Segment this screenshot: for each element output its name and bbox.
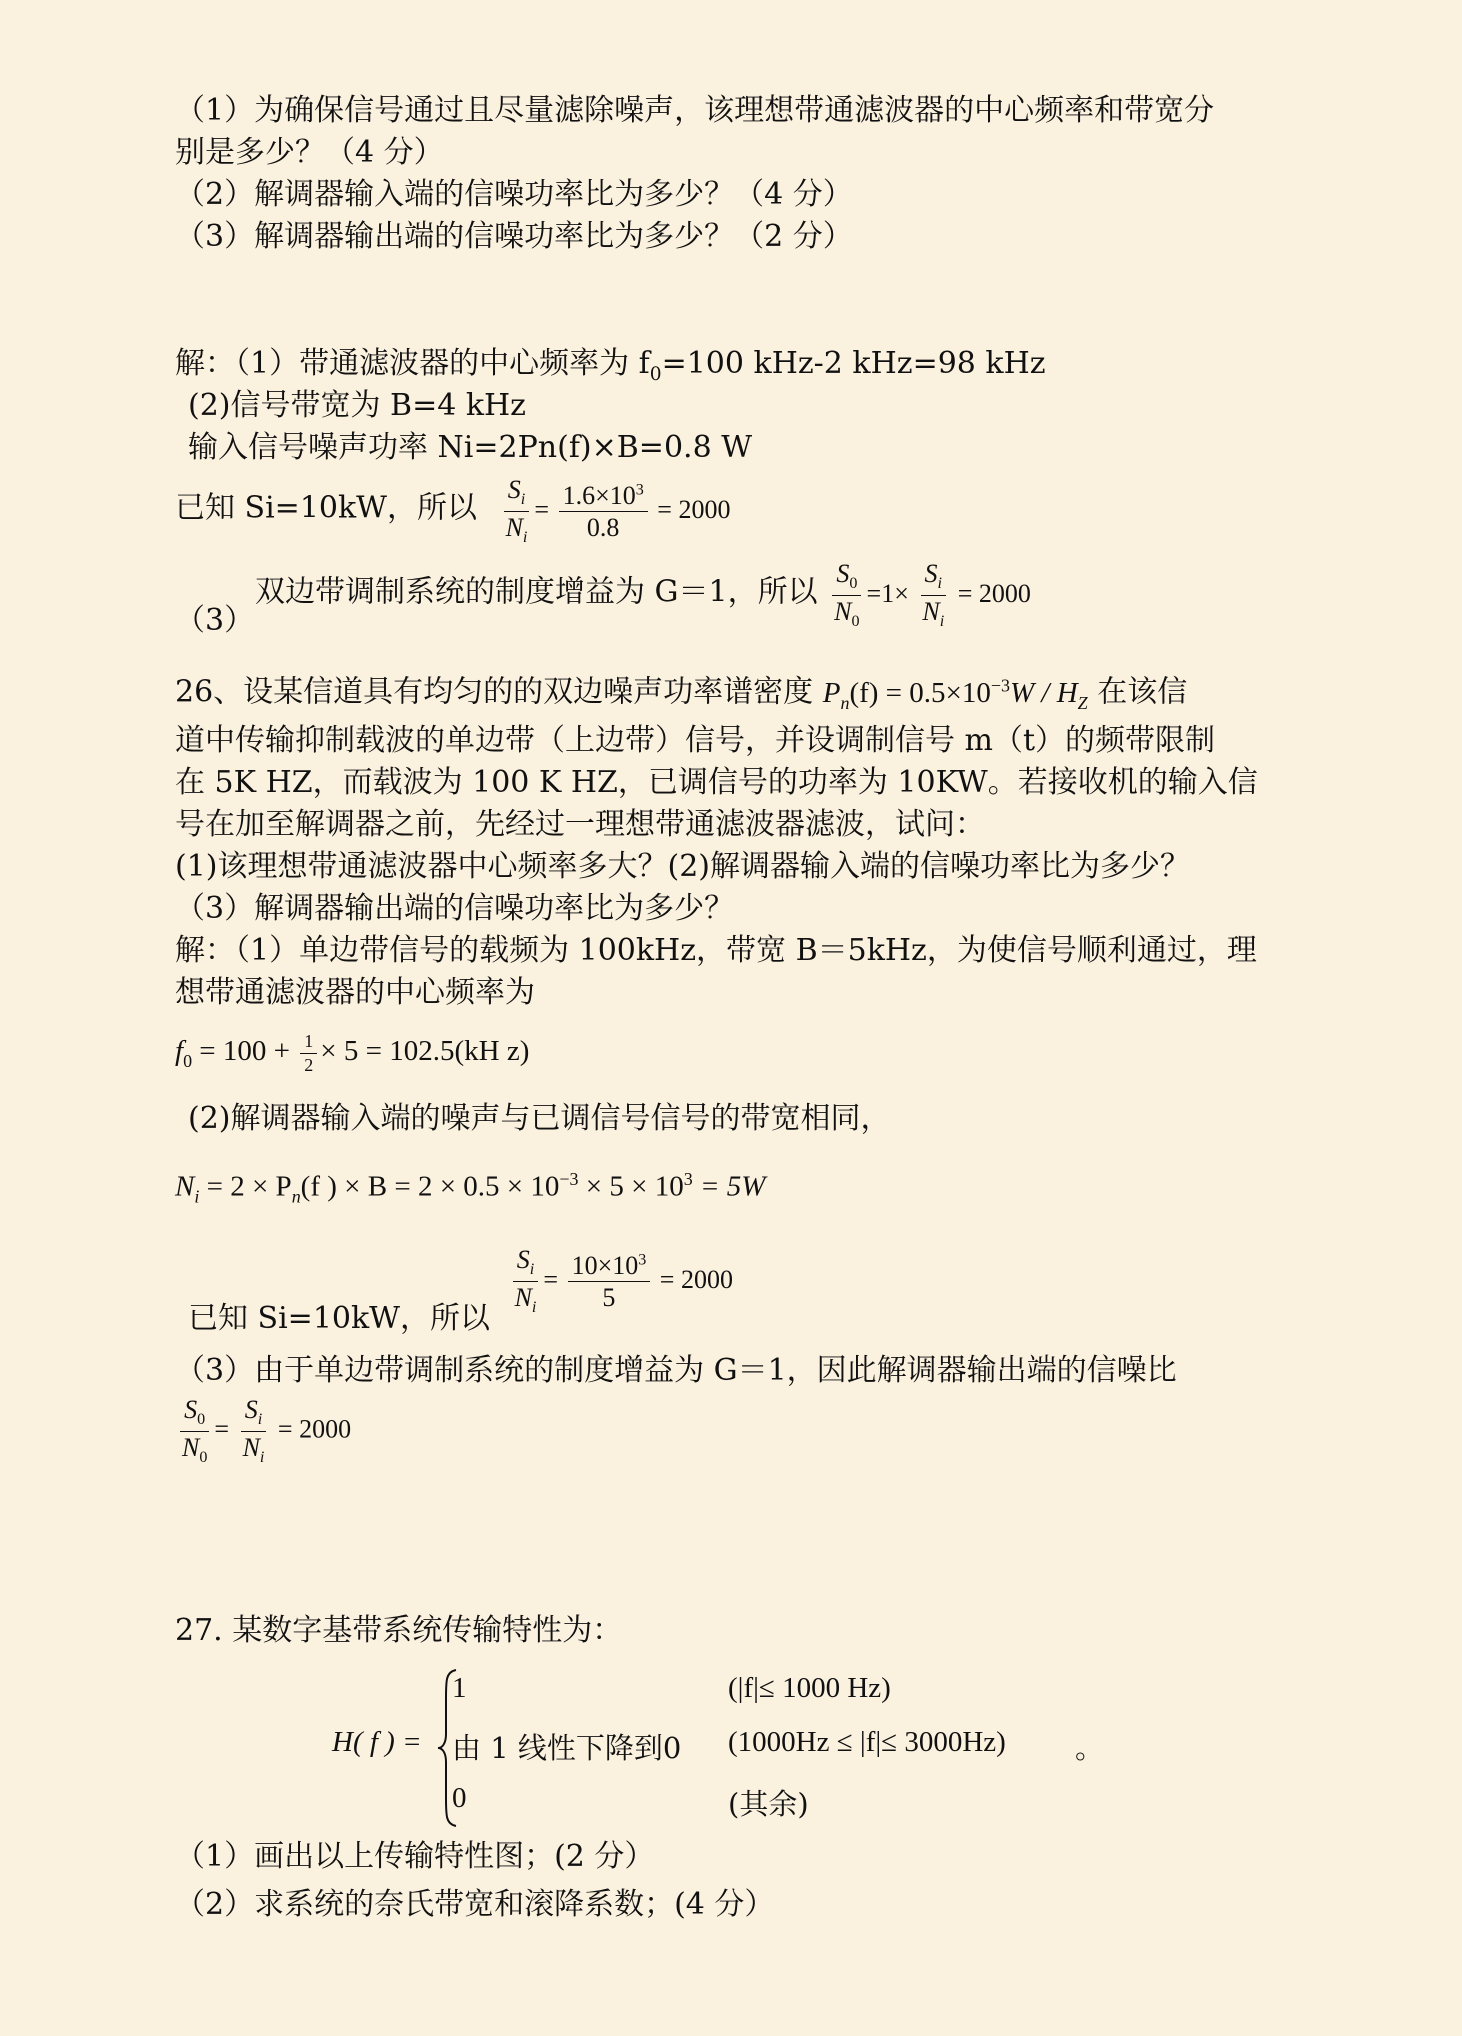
q26-line1 bbox=[175, 664, 1295, 723]
q26-frac-s0-n0: $\frac{S_0}{N_0}$ bbox=[182, 1395, 208, 1467]
q26-line3: 在 5K HZ，而载波为 100 K HZ，已调信号的功率为 10KW。若接收机的输入信 bbox=[175, 765, 1258, 800]
q27-lhs: H( f ) = bbox=[332, 1726, 422, 1758]
q26-sol2: (2)解调器输入端的噪声与已调信号信号的带宽相同， bbox=[188, 1101, 891, 1136]
q25-sol-snr-in: 已知 Si=10kW，所以 $\frac{S_i}{N_i}$ = $\frac{1.6\times 10^3}{0.8}$ = 2000 bbox=[175, 475, 731, 547]
q26-line2: 道中传输抑制载波的单边带（上边带）信号，并设调制信号 m（t）的频带限制 bbox=[175, 723, 1216, 758]
q25-sol5-text: 双边带调制系统的制度增益为 G＝1，所以 bbox=[255, 574, 818, 610]
q26-sol3: 已知 Si=10kW，所以 $\frac{S_i}{N_i}$ = $\frac{10\times 10^3}{5}$ = 2000 bbox=[188, 1245, 733, 1336]
q27-case3-value: 0 bbox=[452, 1782, 467, 1814]
q26-sol1: 解：（1）单边带信号的载频为 100kHz，带宽 B＝5kHz，为使信号顺利通过，理 bbox=[175, 933, 1257, 968]
q26-sol1-cont: 想带通滤波器的中心频率为 bbox=[175, 975, 535, 1010]
q26-frac-values: $\frac{10\times 10^3}{5}$ bbox=[568, 1252, 651, 1312]
q25-sol-label-3: （3） bbox=[175, 603, 255, 638]
q27-case1-value: 1 bbox=[452, 1672, 467, 1704]
q26-f0-formula: $f_0 = 100$ + $\frac{1}{2}$ × 5 = 102.5(kH z) bbox=[175, 1030, 530, 1075]
q25-sub3: （3）解调器输出端的信噪功率比为多少？（2 分） bbox=[175, 219, 853, 254]
q26-line4: 号在加至解调器之前，先经过一理想带通滤波器滤波，试问： bbox=[175, 807, 985, 842]
q25-frac-result: = 2000 bbox=[657, 494, 731, 524]
q27-case2-condition: (1000Hz ≤ |f|≤ 3000Hz) bbox=[728, 1726, 1006, 1758]
q27-title: 27. 某数字基带系统传输特性为： bbox=[175, 1613, 623, 1648]
q26-line1-suffix: 在该信 bbox=[1097, 674, 1188, 710]
q26-ni-formula: $N_i = 2 \times P_n(f$ ) × $B = 2 \times 0.5 \times 10^{-3} \times 5 \times 10^3 = 5W$ bbox=[175, 1169, 766, 1207]
q26-sol4: （3）由于单边带调制系统的制度增益为 G＝1，因此解调器输出端的信噪比 bbox=[175, 1353, 1177, 1388]
q26-line5: (1)该理想带通滤波器中心频率多大？(2)解调器输入端的信噪功率比为多少？ bbox=[175, 849, 1190, 884]
q25-sol1-suffix: =100 kHz-2 kHz=98 kHz bbox=[661, 346, 1046, 381]
q25-sub1: （1）为确保信号通过且尽量滤除噪声，该理想带通滤波器的中心频率和带宽分 bbox=[175, 93, 1215, 128]
q26-sol3-text: 已知 Si=10kW，所以 bbox=[188, 1300, 491, 1336]
q25-sol-bandwidth: (2)信号带宽为 B=4 kHz bbox=[188, 388, 526, 423]
q27-case2-value: 由 1 线性下降到0 bbox=[452, 1731, 682, 1765]
q25-frac2-si-ni: $\frac{S_i}{N_i}$ bbox=[922, 559, 945, 631]
q26-frac-si-ni: $\frac{S_i}{N_i}$ bbox=[514, 1245, 537, 1317]
q27-sub2: （2）求系统的奈氏带宽和滚降系数；(4 分） bbox=[175, 1887, 775, 1922]
q25-sub2: （2）解调器输入端的信噪功率比为多少？（4 分） bbox=[175, 177, 853, 212]
q26-final-formula: $\frac{S_0}{N_0}$ = $\frac{S_i}{N_i}$ = 2000 bbox=[175, 1396, 1295, 1467]
q27-case3-condition: (其余) bbox=[728, 1787, 809, 1821]
q27-case2-end: 。 bbox=[1075, 1731, 1105, 1765]
q26-frac-si-ni-final: $\frac{S_i}{N_i}$ bbox=[242, 1395, 265, 1467]
q26-psd-formula: $P_n(f) = 0.5\times 10^{-3}W / H_Z$ bbox=[822, 675, 1088, 713]
q25-sol-noise-power: 输入信号噪声功率 Ni=2Pn(f)×B=0.8 W bbox=[188, 430, 753, 465]
q25-sol4-text: 已知 Si=10kW，所以 bbox=[175, 490, 478, 526]
q27-sub1: （1）画出以上传输特性图；(2 分） bbox=[175, 1839, 655, 1874]
q25-frac-values: $\frac{1.6\times 10^3}{0.8}$ bbox=[559, 482, 648, 542]
q26-line6: （3）解调器输出端的信噪功率比为多少？ bbox=[175, 891, 735, 926]
q25-frac-si-ni: $\frac{S_i}{N_i}$ bbox=[505, 475, 528, 547]
q25-sub1-cont: 别是多少？（4 分） bbox=[175, 135, 444, 170]
q26-half-frac: $\frac{1}{2}$ bbox=[300, 1032, 317, 1075]
q25-sol-snr-out: 双边带调制系统的制度增益为 G＝1，所以 $\frac{S_0}{N_0}$ =1× $\frac{S_i}{N_i}$ = 2000 bbox=[255, 559, 1031, 631]
q25-frac-s0-n0: $\frac{S_0}{N_0}$ bbox=[834, 559, 860, 631]
q26-line1-prefix: 26、设某信道具有均匀的的双边噪声功率谱密度 bbox=[175, 674, 814, 710]
q25-sol1-prefix: 解：（1）带通滤波器的中心频率为 f bbox=[175, 346, 650, 381]
q27-case1-condition: (|f|≤ 1000 Hz) bbox=[728, 1672, 891, 1704]
q25-sol1-sub: 0 bbox=[649, 364, 662, 385]
